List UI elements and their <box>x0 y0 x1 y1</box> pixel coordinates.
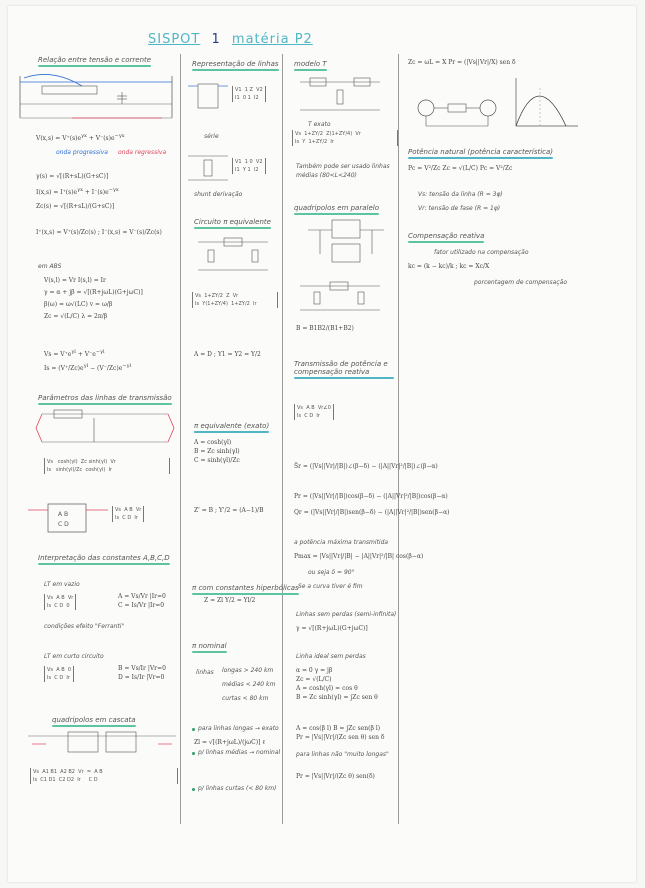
svg-text:A B: A B <box>58 511 69 518</box>
parallel-pi-sketch <box>300 278 380 314</box>
eq-curto: B = Vs/Ir |Vr=0 D = Is/Ir |Vr=0 <box>118 665 166 681</box>
heading-abcd: Interpretação das constantes A,B,C,D <box>38 554 170 565</box>
matrix-shunt: V1 1 0 V2 I1 Y 1 I2 <box>232 158 266 174</box>
eq-fluxo-3: Qr = (|Vs||Vr|/|B|)sen(β−δ) − (|A||Vr|²/|B|)sen(β−α) <box>294 509 450 516</box>
eq-ideal-2: A = cos(β l) B = jZc sen(β l) Pr = |Vs||Vr|/(Zc sen θ) sen δ <box>296 725 385 741</box>
eq-fluxo-1: S̄r = (|Vs||Vr|/|B|)∠(β−δ) − (|A||Vr|²/|B|)∠(β−α) <box>294 463 438 470</box>
heading-relation: Relação entre tensão e corrente <box>38 56 151 67</box>
heading-nominal: π nominal <box>192 642 227 653</box>
heading-constantes: π com constantes hiperbólicas <box>192 584 299 595</box>
generator-sketch <box>412 82 502 128</box>
eq-i-plus: I⁺(x,s) = V⁺(s)/Zc(s) ; I⁻(x,s) = V⁻(s)/Zc(s) <box>36 229 162 236</box>
heading-compensacao: Compensação reativa <box>408 232 484 243</box>
label-medias: médias < 240 km <box>222 681 276 688</box>
page-title <box>148 32 313 47</box>
heading-potencia-natural: Potência natural (potência característica) <box>408 148 553 159</box>
heading-representacao: Representação de linhas <box>192 60 279 71</box>
eq-col4-top: Zc = ωL = X Pr = (|Vs||Vr|/X) sen δ <box>408 59 516 66</box>
parallel-sketch <box>308 218 384 266</box>
eq-potencia-natural: Pc = V²/Zc Zc = √(L/C) Pc = V²/Zc <box>408 165 513 172</box>
label-porcentagem: porcentagem de compensação <box>474 279 567 286</box>
eq-ideal: α = 0 γ = jβ Zc = √(L/C) A = cosh(γl) = cos θ B = Zc sinh(γl) = jZc sen θ <box>296 667 378 701</box>
label-tambem <box>296 162 392 180</box>
heading-fluxo <box>294 360 394 379</box>
power-angle-plot <box>510 76 580 132</box>
label-lt-curto: LT em curto circuito <box>44 653 104 660</box>
series-sketch <box>188 74 228 118</box>
label-para-linhas: para linhas não "muito longas" <box>296 751 389 758</box>
pi-circuit-sketch <box>198 234 268 274</box>
matrix-t: Vs 1+ZY/2 Z(1+ZY/4) Vr Is Y 1+ZY/2 Ir <box>292 130 398 146</box>
heading-modelo-t: modelo T <box>294 60 327 71</box>
matrix-lt-params: Vs cosh(γl) Zc sinh(γl) Vr Is sinh(γl)/Zc cosh(γl) Ir <box>44 458 170 474</box>
matrix-curto: Vs A B 0 Is C D Ir <box>44 666 74 682</box>
label-angulo: ou seja δ = 90° <box>308 569 355 576</box>
eq-abs-6: $Is = (V^+/Zc)e^{\gamma l} - (V^-/Zc)e^{-\gamma l}$ <box>44 363 132 372</box>
heading-cascata: quadripolos em cascata <box>52 716 136 727</box>
title-subject: matéria P2 <box>231 32 313 47</box>
eq-zc: Zc(s) = √[(R+sL)/(G+sC)] <box>36 203 115 210</box>
matrix-fluxo: Vs A B Vr∠0 Is C D Ir <box>294 404 334 420</box>
label-t-exato: T exato <box>308 121 331 128</box>
label-lt-vazio: LT em vazio <box>44 581 80 588</box>
bullet-1 <box>192 728 195 731</box>
svg-text:C D: C D <box>58 521 69 528</box>
heading-circuito-pi: Circuito π equivalente <box>194 218 271 229</box>
eq-wave-sum: $V(x,s) = V^+(s)e^{\gamma x} + V^-(s)e^{-\gamma x}$ <box>36 133 125 142</box>
note-medias: p/ linhas médias → nominal <box>198 749 281 756</box>
eq-abs-3: β(ω) = ω√(LC) v = ω/β <box>44 301 113 308</box>
eq-current: $I(x,s) = I^+(s)e^{\gamma x} + I^-(s)e^{-\gamma x}$ <box>36 187 119 196</box>
matrix-vazio: Vs A B Vr Is C D 0 <box>44 594 76 610</box>
heading-fluxo-text: Transmissão de potência e compensação reativa <box>294 360 388 376</box>
label-curtas: curtas < 80 km <box>222 695 269 702</box>
bullet-3 <box>192 788 195 791</box>
heading-pi-equivalente: π equivalente (exato) <box>194 422 269 433</box>
label-shunt: shunt derivação <box>194 191 243 198</box>
eq-pi-a: A = D ; Y1 = Y2 = Y/2 <box>194 351 261 358</box>
eq-pi-zeq: Z' = B ; Y'/2 = (A−1)/B <box>194 507 264 514</box>
eq-compensacao: kc = (k − kc)/k ; kc = Xc/X <box>408 263 490 270</box>
eq-pmax: Pmax = |Vs||Vr|/|B| − |A||Vr|²/|B| cos(β−α) <box>294 553 424 560</box>
heading-lt-params: Parâmetros das linhas de transmissão <box>38 394 172 405</box>
label-serie: série <box>204 133 219 140</box>
column-divider-3 <box>398 54 399 824</box>
label-potencia-max: a potência máxima transmitida <box>294 539 389 546</box>
lt-params-sketch <box>34 408 176 448</box>
heading-paralelo: quadripolos em paralelo <box>294 204 379 215</box>
eq-abs-2: γ = α + jβ = √[(R+jωL)(G+jωC)] <box>44 289 143 296</box>
label-ferranti: condições efeito "Ferranti" <box>44 623 125 630</box>
eq-sem-perdas: γ = √[(R+jωL)(G+jωC)] <box>296 625 368 632</box>
column-divider-1 <box>180 54 181 824</box>
matrix-abcd: Vs A B Vr Is C D Ir <box>112 506 144 522</box>
label-se-curva: Se a curva tiver é fim <box>298 583 363 590</box>
label-onda-progressiva: onda progressiva <box>56 149 108 156</box>
label-linha-sem-perdas: Linhas sem perdas (semi-infinita) <box>296 611 397 618</box>
eq-fluxo-2: Pr = (|Vs||Vr|/|B|)cos(β−δ) − (|A||Vr|²/|B|)cos(β−α) <box>294 493 448 500</box>
label-longas: longas > 240 km <box>222 667 274 674</box>
eq-paralelo: B = B1B2/(B1+B2) <box>296 325 354 332</box>
title-number: 1 <box>211 32 221 47</box>
bullet-2 <box>192 752 195 755</box>
label-linhas: linhas <box>196 669 214 676</box>
matrix-cascade: Vs A1 B1 A2 B2 Vr = A B Is C1 D1 C2 D2 Ir C D <box>30 768 178 784</box>
transmission-line-sketch <box>12 68 177 126</box>
label-linha-ideal: Linha ideal sem perdas <box>296 653 366 660</box>
matrix-series: V1 1 Z V2 I1 0 1 I2 <box>232 86 266 102</box>
column-divider-2 <box>282 54 283 824</box>
label-em-abs: em ABS <box>38 263 62 270</box>
eq-vazio: A = Vs/Vr |Ir=0 C = Is/Vr |Ir=0 <box>118 593 166 609</box>
eq-gamma: γ(s) = √[(R+sL)(G+sC)] <box>36 173 109 180</box>
cascade-sketch <box>28 730 176 756</box>
title-brand: SISPOT <box>148 32 201 47</box>
note-curtas: p/ linhas curtas (< 80 km) <box>198 785 277 792</box>
label-fator: fator utilizado na compensação <box>434 249 529 256</box>
t-model-sketch <box>300 74 380 114</box>
abcd-block-sketch <box>28 500 108 536</box>
eq-note-1: Zl = √[(R+jωL)/(jωC)] ℓ <box>194 739 266 746</box>
label-tambem-text: Também pode ser usado linhas médias (80<L<240) <box>296 163 390 179</box>
eq-abs-1: V(s,l) = Vr I(s,l) = Ir <box>44 277 106 284</box>
matrix-pi: Vs 1+ZY/2 Z Vr Is Y(1+ZY/4) 1+ZY/2 Ir <box>192 292 278 308</box>
notes-sheet <box>8 6 636 882</box>
label-vr: Vr: tensão de fase (R = 1φ) <box>418 205 501 212</box>
label-onda-regressiva: onda regressiva <box>118 149 167 156</box>
eq-para-linhas: Pr = |Vs||Vr|/(Zc θ) sen(δ) <box>296 773 375 780</box>
shunt-sketch <box>188 146 228 190</box>
eq-abs-4: Zc = √(L/C) λ = 2π/β <box>44 313 108 320</box>
label-vs: Vs: tensão da linha (R = 3φ) <box>418 191 503 198</box>
note-longas: para linhas longas → exato <box>198 725 279 732</box>
eq-abs-5: $Vs = V^+e^{\gamma l} + V^-e^{-\gamma l}$ <box>44 349 105 358</box>
eq-pi-exact: A = cosh(γl) B = Zc sinh(γl) C = sinh(γl)/Zc <box>194 439 240 464</box>
eq-constantes: Z = Zl Y/2 = Yl/2 <box>204 597 256 604</box>
